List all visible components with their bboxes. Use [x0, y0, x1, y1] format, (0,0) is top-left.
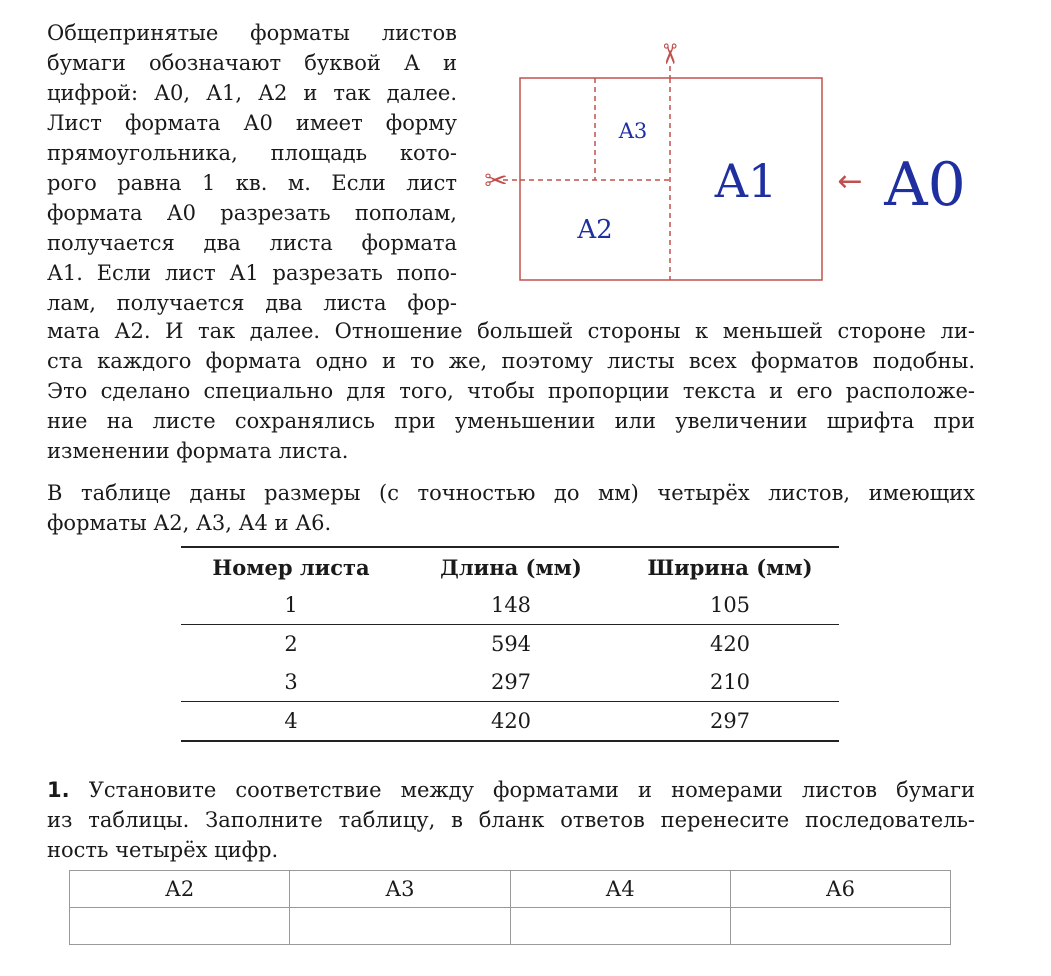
cell-width: 297	[621, 702, 839, 742]
cell-length: 148	[490, 593, 532, 617]
text-line: Это сделано специально для того, чтобы пропорции текста и его расположе-	[47, 379, 975, 403]
header-sheet-number: Номер листа	[181, 547, 401, 586]
intro-line: Общепринятые форматы листов	[47, 21, 457, 45]
continuation-paragraph	[47, 316, 975, 466]
answer-cell-a4[interactable]	[510, 908, 730, 945]
header-width: Ширина (мм)	[621, 547, 839, 586]
text-line: В таблице даны размеры (с точностью до мм) четырёх листов, имеющих	[47, 481, 975, 505]
cell-length: 297	[490, 670, 532, 694]
text-line: ста каждого формата одно и то же, поэтому листы всех форматов подобны.	[47, 349, 975, 373]
intro-line: А1. Если лист А1 разрезать попо-	[47, 261, 457, 285]
cell-length: 420	[401, 702, 621, 742]
answer-header-a6: А6	[730, 871, 950, 908]
cell-sheet-number: 1	[284, 593, 298, 617]
text-line	[47, 775, 975, 805]
sheet-sizes-table	[181, 546, 839, 742]
intro-paragraph	[47, 18, 457, 318]
table-row	[181, 586, 839, 625]
intro-line: лам, получается два листа фор-	[47, 291, 457, 315]
header-length: Длина (мм)	[401, 547, 621, 586]
answer-cell-a2[interactable]	[70, 908, 290, 945]
task-text: Установите соответствие между форматами и номерами листов бумаги	[88, 778, 975, 802]
text-line: изменении формата листа.	[47, 439, 349, 463]
scissors-top-icon: ✂	[653, 42, 686, 66]
cell-sheet-number: 2	[181, 625, 401, 664]
intro-line: цифрой: А0, А1, А2 и так далее.	[47, 81, 457, 105]
label-a1: A1	[714, 154, 778, 208]
answer-input-row	[70, 908, 951, 945]
paper-format-diagram	[470, 30, 990, 300]
table-row	[181, 702, 839, 742]
label-a2: A2	[577, 215, 613, 245]
arrow-icon: ←	[837, 164, 863, 199]
text-line: ность четырёх цифр.	[47, 838, 279, 862]
text-line: ние на листе сохранялись при уменьшении или увеличении шрифта при	[47, 409, 975, 433]
text-line: из таблицы. Заполните таблицу, в бланк ответов перенесите последователь-	[47, 808, 975, 832]
scissors-left-icon: ✂	[484, 164, 508, 197]
text-line: форматы А2, А3, А4 и А6.	[47, 511, 332, 535]
cell-width: 420	[621, 625, 839, 664]
text-line: мата А2. И так далее. Отношение большей стороны к меньшей стороне ли-	[47, 319, 975, 343]
intro-line: получается два листа формата	[47, 231, 457, 255]
table-row	[181, 625, 839, 664]
task-number: 1.	[47, 778, 70, 802]
answer-header-a3: А3	[290, 871, 510, 908]
answer-header-a4: А4	[510, 871, 730, 908]
intro-line: Лист формата А0 имеет форму	[47, 111, 457, 135]
cell-width: 210	[709, 670, 751, 694]
table-header-row	[181, 547, 839, 586]
intro-line: бумаги обозначают буквой А и	[47, 51, 457, 75]
label-a0: A0	[884, 150, 966, 220]
answer-header-row	[70, 871, 951, 908]
cell-sheet-number: 3	[284, 670, 298, 694]
answer-cell-a3[interactable]	[290, 908, 510, 945]
table-row	[181, 663, 839, 702]
task-paragraph	[47, 775, 975, 865]
cell-sheet-number: 4	[181, 702, 401, 742]
answer-header-a2: А2	[70, 871, 290, 908]
intro-line: формата А0 разрезать пополам,	[47, 201, 457, 225]
cell-length: 594	[401, 625, 621, 664]
intro-line: рого равна 1 кв. м. Если лист	[47, 171, 457, 195]
answer-cell-a6[interactable]	[730, 908, 950, 945]
cell-width: 105	[709, 593, 751, 617]
answer-table	[69, 870, 951, 945]
table-intro-paragraph	[47, 478, 975, 538]
label-a3: A3	[618, 119, 648, 143]
intro-line: прямоугольника, площадь кото-	[47, 141, 457, 165]
